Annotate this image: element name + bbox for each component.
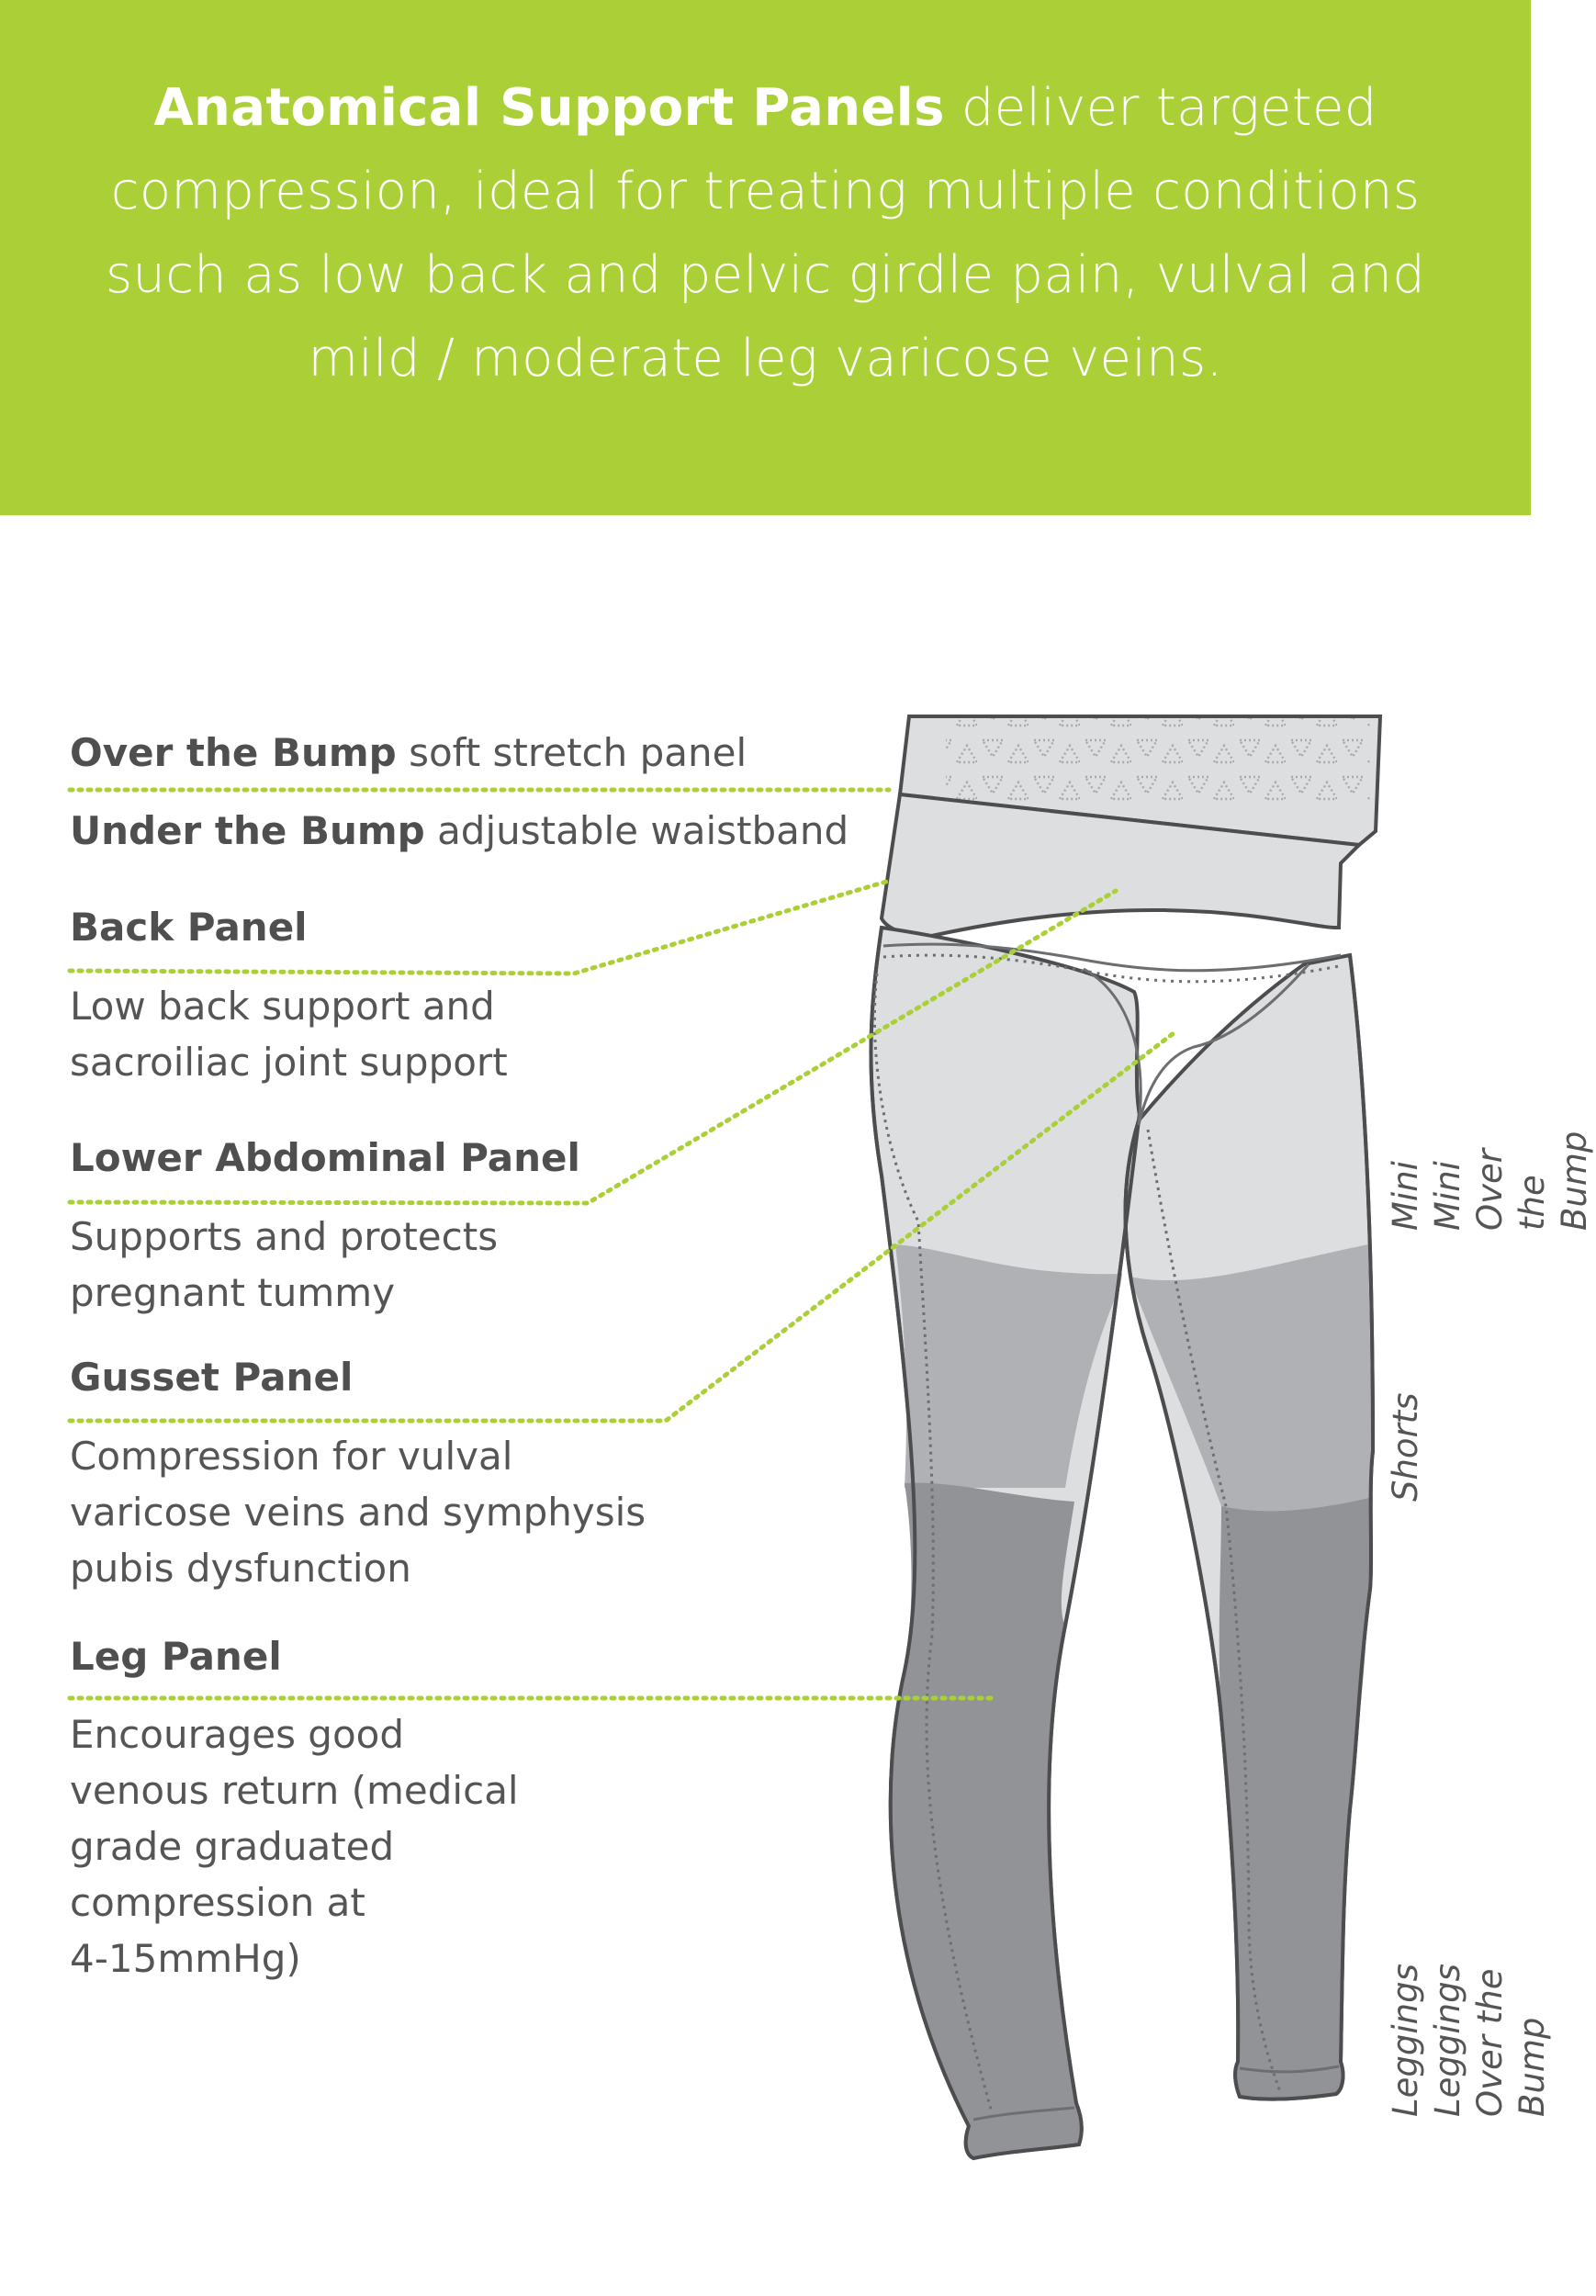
leggings-shading bbox=[891, 1483, 1082, 2158]
back-panel-desc: Low back support and sacroiliac joint support bbox=[70, 984, 508, 1085]
under-bump-rest: adjustable waistband bbox=[424, 808, 849, 853]
banner-bold: Anatomical Support Panels bbox=[153, 78, 945, 138]
lower-abdominal-desc: Supports and protects pregnant tummy bbox=[70, 1214, 499, 1315]
variant-shorts: Shorts bbox=[1386, 1392, 1425, 1502]
lower-abdominal-title: Lower Abdominal Panel bbox=[70, 1135, 580, 1180]
variant-leggings: Leggings Leggings Over the Bump bbox=[1386, 1964, 1552, 2117]
variant-mini: Mini Mini Over the Bump bbox=[1386, 1131, 1594, 1231]
label-lower-abdominal bbox=[70, 1131, 580, 1186]
over-bump-title: Over the Bump bbox=[70, 730, 397, 775]
under-bump-title: Under the Bump bbox=[70, 808, 425, 853]
label-back-panel bbox=[70, 900, 308, 955]
leg-panel-title: Leg Panel bbox=[70, 1634, 282, 1679]
label-under-bump bbox=[70, 804, 849, 859]
back-panel-title: Back Panel bbox=[70, 905, 308, 950]
label-over-bump bbox=[70, 726, 747, 781]
gusset-desc: Compression for vulval varicose veins and symphysis pubis dysfunction bbox=[70, 1434, 646, 1591]
leg-panel-desc: Encourages good venous return (medical grade graduated compression at 4-15mmHg) bbox=[70, 1712, 519, 1981]
triangle-pattern bbox=[946, 718, 1370, 805]
gusset-title: Gusset Panel bbox=[70, 1355, 354, 1400]
over-bump-rest: soft stretch panel bbox=[396, 730, 747, 775]
label-leg-panel bbox=[70, 1629, 282, 1684]
banner-body: deliver targeted compression, ideal for treating multiple conditions such as low back and pelvic girdle pain, vulval and mild / moderate leg varicose veins. bbox=[105, 78, 1426, 388]
label-gusset-panel bbox=[70, 1350, 353, 1405]
